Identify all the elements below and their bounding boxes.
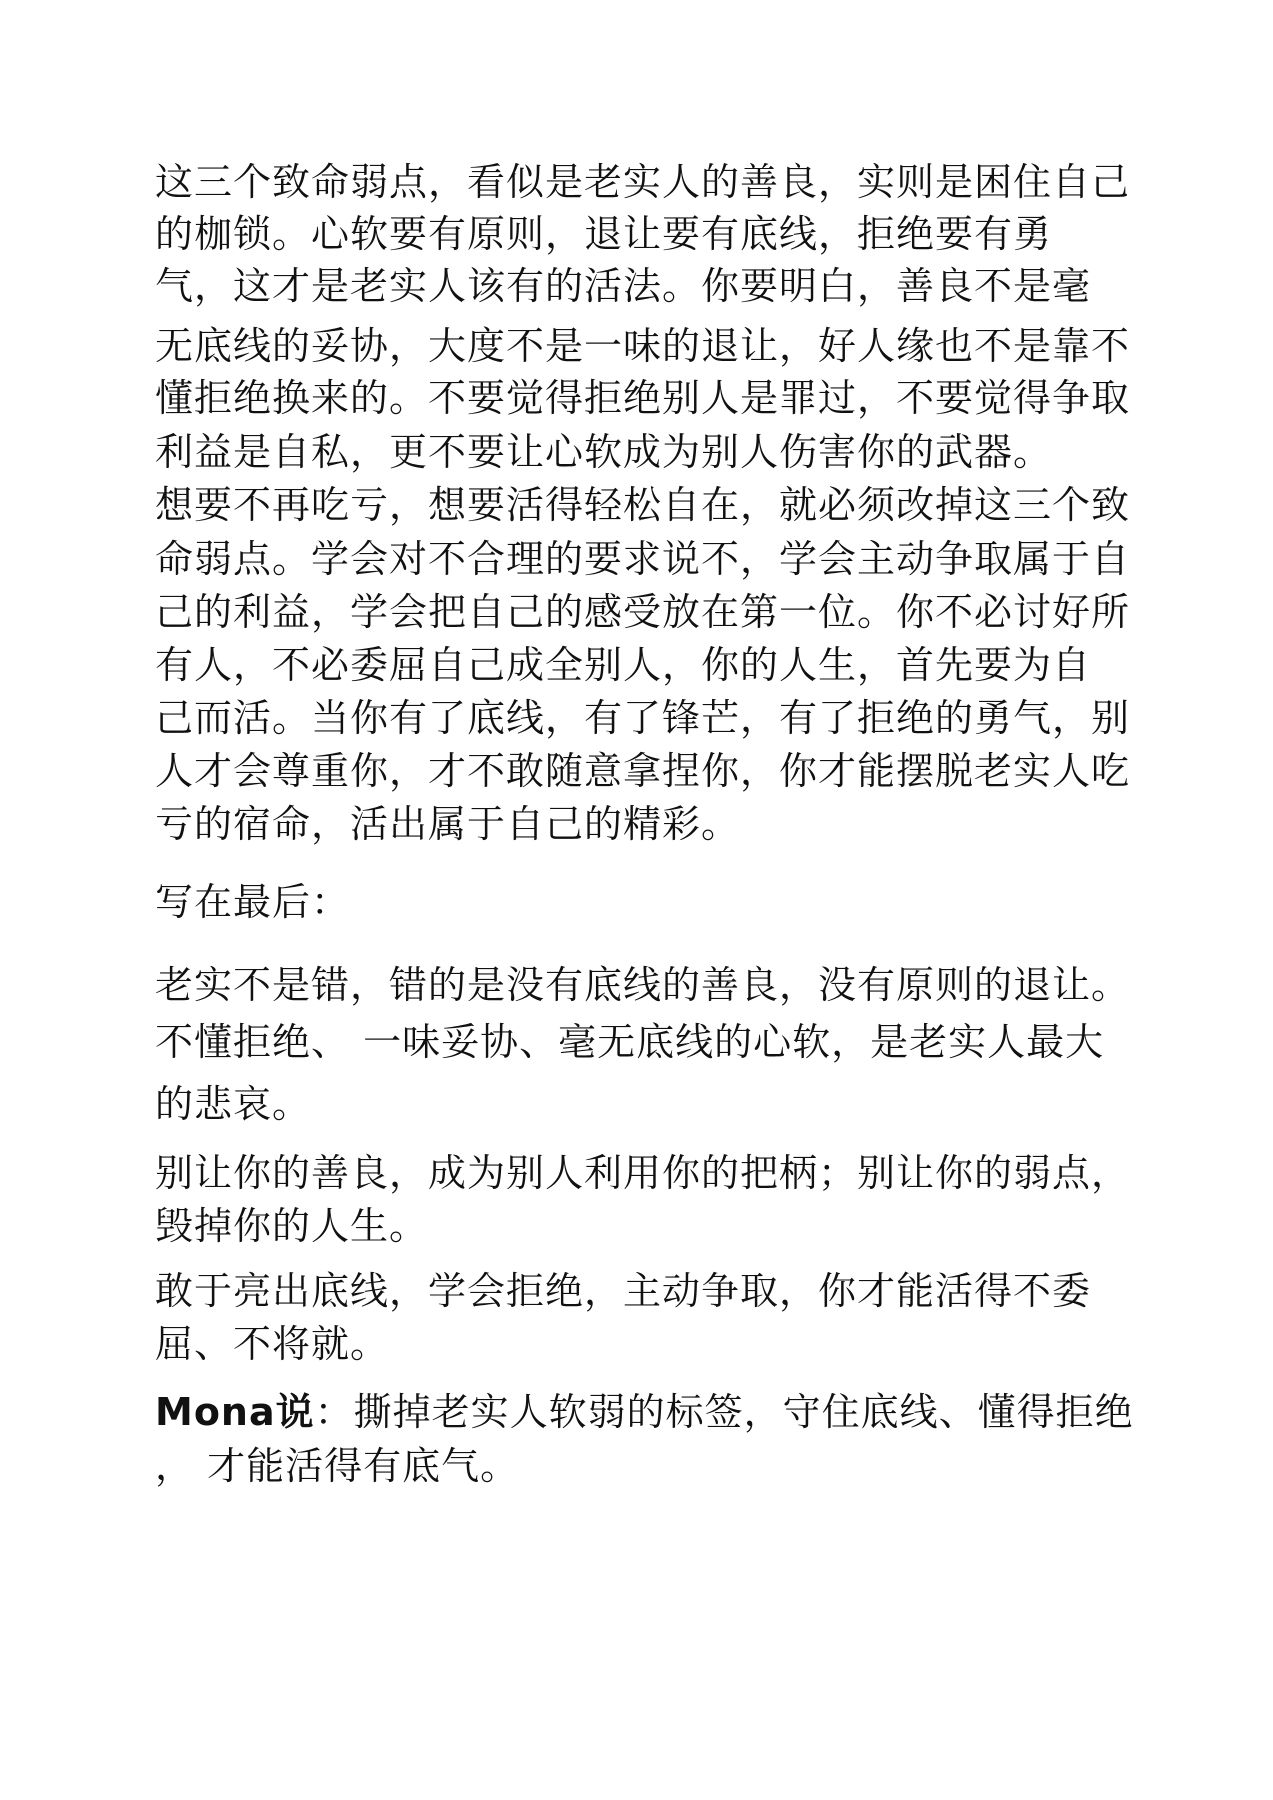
paragraph-5-line-2: 屈、不将就。 (155, 1322, 390, 1366)
paragraph-1-line-4: 无底线的妥协，大度不是一味的退让，好人缘也不是靠不 (155, 324, 1131, 368)
paragraph-2-line-5: 己而活。当你有了底线，有了锋芒，有了拒绝的勇气，别 (155, 696, 1131, 740)
closing-line-2: ， 才能活得有底气。 (155, 1444, 520, 1488)
paragraph-2-line-4: 有人，不必委屈自己成全别人，你的人生，首先要为自 (155, 643, 1092, 687)
paragraph-2-line-6: 人才会尊重你，才不敢随意拿捏你，你才能摆脱老实人吃 (155, 749, 1131, 793)
paragraph-1-line-3: 气，这才是老实人该有的活法。你要明白，善良不是毫 (155, 264, 1092, 308)
paragraph-4-line-2: 毁掉你的人生。 (155, 1204, 429, 1248)
paragraph-1-line-1: 这三个致命弱点，看似是老实人的善良，实则是困住自己 (155, 160, 1131, 204)
paragraph-1-line-6: 利益是自私，更不要让心软成为别人伤害你的武器。 (155, 430, 1053, 474)
closing-speaker: Mona说 (155, 1390, 315, 1434)
closing-text-1: ：撕掉老实人软弱的标签，守住底线、懂得拒绝 (314, 1390, 1134, 1434)
closing-line-1 (155, 1388, 1134, 1436)
paragraph-1-line-2: 的枷锁。心软要有原则，退让要有底线，拒绝要有勇 (155, 212, 1053, 256)
paragraph-2-line-2: 命弱点。学会对不合理的要求说不，学会主动争取属于自 (155, 537, 1131, 581)
paragraph-1-line-5: 懂拒绝换来的。不要觉得拒绝别人是罪过，不要觉得争取 (155, 376, 1131, 420)
paragraph-2-line-1: 想要不再吃亏，想要活得轻松自在，就必须改掉这三个致 (155, 483, 1131, 527)
paragraph-3-line-1: 老实不是错，错的是没有底线的善良，没有原则的退让。 (155, 963, 1131, 1007)
paragraph-3-line-2: 不懂拒绝、 一味妥协、毫无底线的心软，是老实人最大 (155, 1020, 1105, 1064)
paragraph-4-line-1: 别让你的善良，成为别人利用你的把柄；别让你的弱点， (155, 1151, 1131, 1195)
paragraph-5-line-1: 敢于亮出底线，学会拒绝，主动争取，你才能活得不委 (155, 1269, 1092, 1313)
paragraph-3-line-3: 的悲哀。 (155, 1082, 312, 1126)
section-heading: 写在最后： (155, 880, 351, 924)
paragraph-2-line-3: 己的利益，学会把自己的感受放在第一位。你不必讨好所 (155, 590, 1131, 634)
paragraph-2-line-7: 亏的宿命，活出属于自己的精彩。 (155, 802, 741, 846)
